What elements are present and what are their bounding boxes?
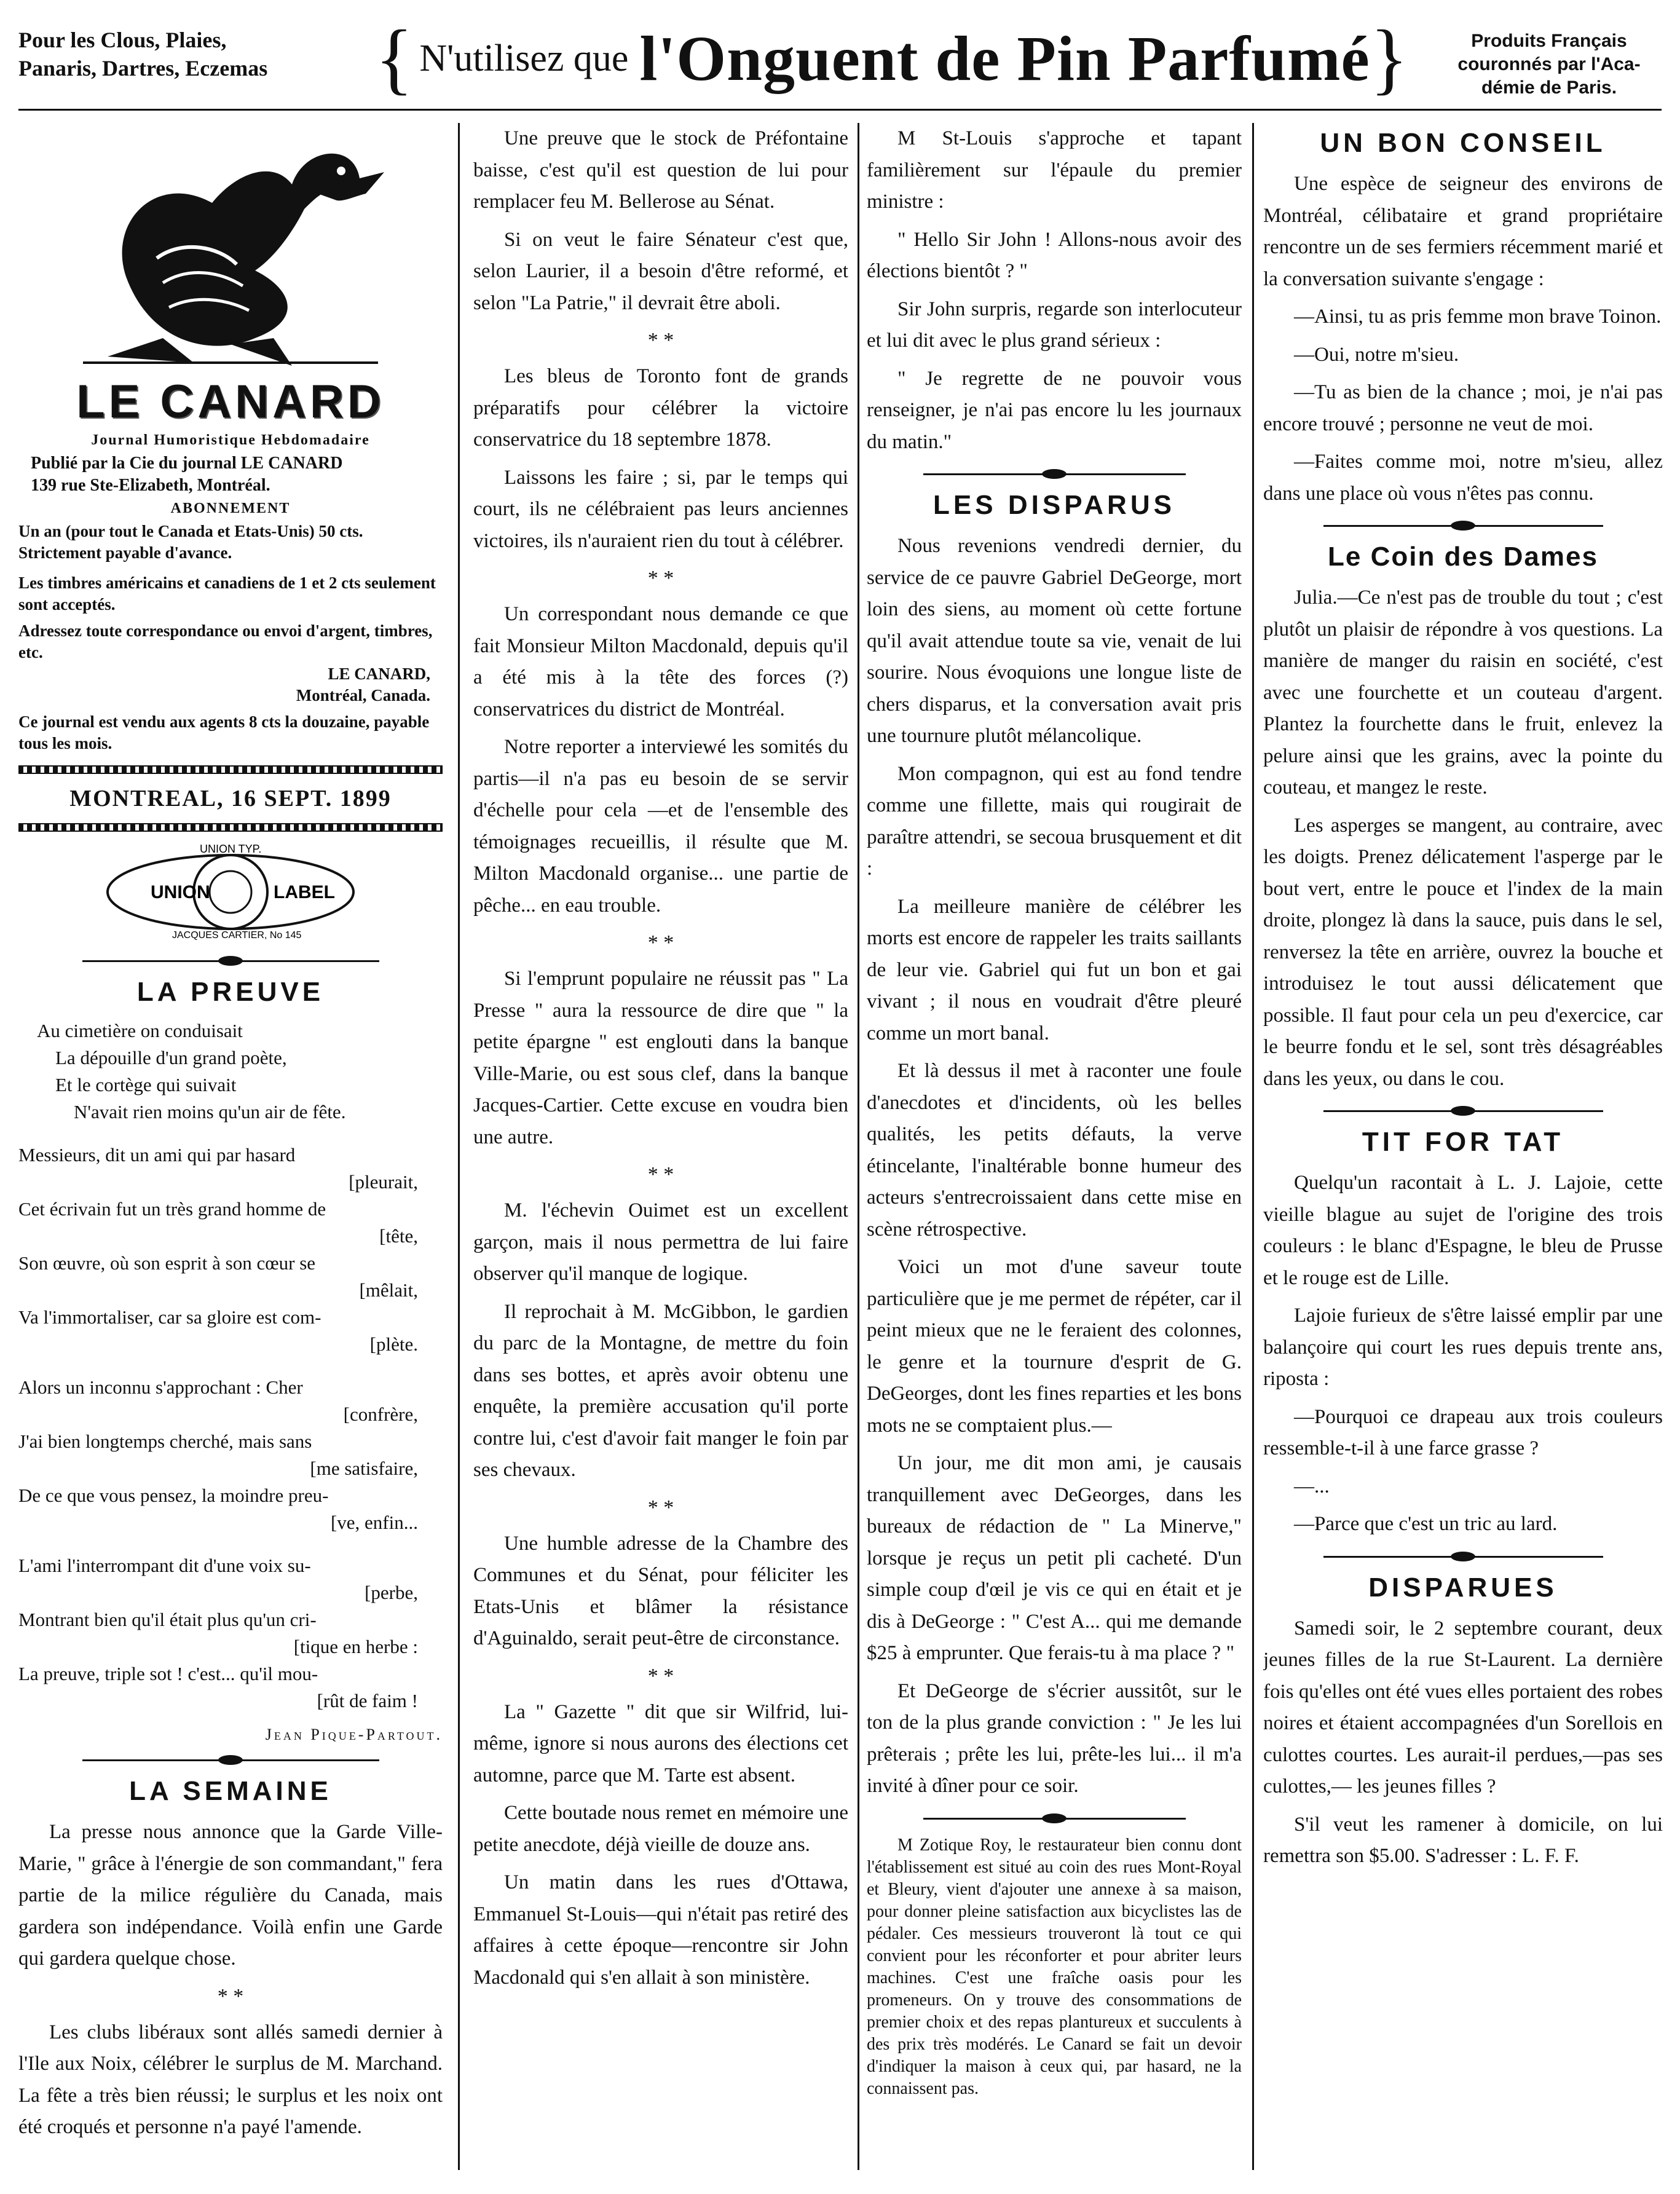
paragraph: Nous revenions vendredi dernier, du service de ce pauvre Gabriel DeGeorge, mort loin des siens, au moment où cette fortune qu'il avait attendue toute sa vie, venait de lui sourire. Nous évoquions une longue liste de chers disparus, et la conversation avait pris une tournure plutôt mélancolique. (867, 535, 1242, 747)
verse: L'ami l'interrompant dit d'une voix su- [perbe, Montrant bien qu'il était plus qu'un cri- [tique en herbe : La preuve, triple sot ! c'est... qu'il mou- [rût de faim ! (18, 1555, 418, 1711)
masthead-subtitle: Journal Humoristique Hebdomadaire (91, 432, 370, 448)
advert-banner (18, 12, 1662, 111)
section-title-conseil: UN BON CONSEIL (1320, 128, 1606, 158)
paragraph: La " Gazette " dit que sir Wilfrid, lui-même, ignore si nous aurons des élections cet automne, parce que M. Tarte est absent. (473, 1700, 848, 1786)
union-label-top: UNION TYP. (200, 843, 262, 855)
poem: Au cimetière on conduisait La dépouille d'un grand poète, Et le cortège qui suivait N'avait rien moins qu'un air de fête. (37, 1020, 346, 1123)
column-rule (858, 123, 859, 2170)
paragraph: M. l'échevin Ouimet est un excellent garçon, mais il nous permettra de lui faire observer qu'il manque de logique. (473, 1199, 848, 1285)
paragraph: Une espèce de seigneur des environs de Montréal, célibataire et grand propriétaire rencontre un de ses fermiers récemment marié et la conversation suivante s'engage : (1263, 173, 1663, 290)
column-rule (1252, 123, 1254, 2170)
dateline: MONTREAL, 16 SEPT. 1899 (69, 786, 392, 811)
divider (1323, 1103, 1603, 1118)
address-note: Adressez toute correspondance ou envoi d'argent, timbres, etc. (18, 622, 433, 661)
paragraph: Un correspondant nous demande ce que fait Monsieur Milton Macdonald, depuis qu'il a été mis à la tête des forces (?) conservatrices du district de Montréal. (473, 603, 848, 720)
column-1 (18, 123, 443, 2176)
divider (923, 1811, 1186, 1826)
paragraph: La meilleure manière de célébrer les morts est encore de rappeler les traits saillants de leur vie. Gabriel qui fut un bon et gai vivant ; il nous en voudrait d'être pleuré comme un mort banal. (867, 895, 1242, 1044)
banner-use: N'utilisez que (419, 37, 629, 79)
paragraph: Une preuve que le stock de Préfontaine baisse, c'est qu'il est question de lui pour remplacer feu M. Bellerose au Sénat. (473, 127, 848, 213)
paragraph: Si l'emprunt populaire ne réussit pas " La Presse " aura la ressource de dire que " la petite épargne " est englouti dans la banque Ville-Marie, ou est sous clef, dans la banque Jacques-Cartier. Cette excuse en voudra bien une autre. (473, 968, 848, 1148)
paragraph: Notre reporter a interviewé les somités du partis—il n'a pas eu besoin de se servir d'échelle pour cela —et de l'ensemble des témoignages recueillis, il résulte que M. Milton Macdonald organise... une partie de pêche... en eau trouble. (473, 736, 848, 917)
paragraph: Et là dessus il met à raconter une foule d'anecdotes et d'incidents, où les belles qualités, les petits défauts, la verve étincelante, l'inaltérable bonne humeur des acteurs s'entrecroissaient dans cette mise en scène rétrospective. (867, 1060, 1242, 1241)
paragraph: Laissons les faire ; si, par le temps qui court, ils ne célébraient pas leurs anciennes victoires, ils n'auraient rien du tout à célébrer. (473, 466, 848, 552)
section-title-tit-for-tat: TIT FOR TAT (1362, 1127, 1564, 1157)
divider (82, 1753, 379, 1767)
divider (18, 823, 443, 832)
paragraph: Quelqu'un racontait à L. J. Lajoie, cette vieille blague au sujet de l'origine des trois couleurs : le blanc d'Espagne, le bleu de Prusse et le rouge est de Lille. (1263, 1172, 1663, 1289)
paragraph: Il reprochait à M. McGibbon, le gardien du parc de la Montagne, de mettre du foin dans ses bottes, et après avoir obtenu une enquête, la première accusation qu'il porte contre lui, c'est d'avoir fait manger le foin par ses chevaux. (473, 1300, 848, 1481)
paragraph: Un matin dans les rues d'Ottawa, Emmanuel St-Louis—qui n'était pas retiré des affaires à cette époque—rencontre sir John Macdonald qui s'en allait à son ministère. (473, 1871, 848, 1989)
paragraph: Mon compagnon, qui est au fond tendre comme une fillette, mais qui rougirait de paraître attendri, se secoua brusquement et dit : (867, 762, 1242, 880)
union-label-right: LABEL (274, 882, 335, 902)
star-separator: * * (647, 329, 674, 352)
masthead-publisher: Publié par la Cie du journal LE CANARD 139 rue Ste-Elizabeth, Montréal. (31, 454, 343, 495)
star-separator: * * (647, 931, 674, 954)
banner-right-text: Produits Français couronnés par l'Aca- démie de Paris. (1457, 31, 1641, 98)
duck-illustration (71, 135, 390, 369)
divider (1323, 518, 1603, 533)
address: LE CANARD, Montréal, Canada. (296, 665, 430, 704)
banner-headline: { N'utilisez que l'Onguent de Pin Parfumé } (375, 14, 1409, 103)
column-2 (473, 123, 848, 2176)
section-title-disparues: DISPARUES (1368, 1572, 1558, 1603)
divider (82, 953, 379, 968)
section-title-disparus: LES DISPARUS (933, 490, 1175, 520)
star-separator: * * (217, 1984, 244, 2008)
column-rule (458, 123, 460, 2170)
paragraph: —Faites comme moi, notre m'sieu, allez dans une place où vous n'êtes pas connu. (1263, 451, 1663, 505)
paragraph: —Pourquoi ce drapeau aux trois couleurs ressemble-t-il à une farce grasse ? (1263, 1405, 1663, 1459)
banner-product: l'Onguent de Pin Parfumé (639, 23, 1370, 94)
banner-left-text: Pour les Clous, Plaies, Panaris, Dartres, Eczemas (18, 28, 268, 81)
paragraph: —Oui, notre m'sieu. (1294, 343, 1459, 366)
paragraph: Samedi soir, le 2 septembre courant, deux jeunes filles de la rue St-Laurent. La dernière fois qu'elles ont été vues elles portaient des robes noires et étaient accompagnées d'un Sorellois en culottes courtes. Les aurait-il perdues,—pas ses culottes,— les jeunes filles ? (1263, 1617, 1663, 1797)
union-label-bottom: JACQUES CARTIER, No 145 (172, 930, 302, 941)
paragraph: Les bleus de Toronto font de grands préparatifs pour célébrer la victoire conservatrice du 18 septembre 1878. (473, 365, 848, 451)
paragraph: M St-Louis s'approche et tapant familièrement sur l'épaule du premier ministre : (867, 127, 1242, 213)
star-separator: * * (647, 1664, 674, 1687)
section-title-preuve: LA PREUVE (136, 977, 325, 1007)
agents-note: Ce journal est vendu aux agents 8 cts la douzaine, payable tous les mois. (18, 712, 430, 752)
column-3 (867, 123, 1242, 2176)
paragraph: Une humble adresse de la Chambre des Communes et du Sénat, pour féliciter les Etats-Unis et blâmer la résistance d'Aguinaldo, serait peut-être de circonstance. (473, 1532, 848, 1649)
union-label-left: UNION (151, 882, 210, 902)
ad-text: M Zotique Roy, le restaurateur bien connu dont l'établissement est situé au coin des rues Mont-Royal et Bleury, vient d'ajouter une annexe à sa maison, pour donner pleine satisfaction aux bicyclistes las de pédaler. Ces messieurs trouveront là tout ce qui convient pour les réconforter et pour abriter leurs machines. C'est une fraîche oasis pour les promeneurs. On y trouve des consommations de premier choix et des repas plantureux et succulents à des prix très modérés. Le Canard se fait un devoir d'indiquer la maison à ceux qui, par hasard, ne la connaissent pas. (867, 1835, 1242, 2098)
stamps-note: Les timbres américains et canadiens de 1 et 2 cts seulement sont acceptés. (18, 574, 436, 614)
divider (923, 467, 1186, 481)
paragraph: " Je regrette de ne pouvoir vous renseigner, je n'ai pas encore lu les journaux du matin." (867, 367, 1242, 453)
divider (1323, 1549, 1603, 1564)
paragraph: Julia.—Ce n'est pas de trouble du tout ; c'est plutôt un plaisir de répondre à vos questions. La manière de manger du raisin en société, c'est avec une fourchette et un couteau d'argent. Plantez la fourchette dans le fruit, enlevez la pelure ainsi que les grains, avec la pointe du couteau, et mangez le reste. (1263, 586, 1663, 799)
divider (18, 765, 443, 774)
paragraph: Lajoie furieux de s'être laissé emplir par une balançoire qui court les rues depuis trente ans, riposta : (1263, 1304, 1663, 1390)
subscription-text: Un an (pour tout le Canada et Etats-Unis) 50 cts. Strictement payable d'avance. (18, 522, 363, 562)
paragraph: Voici un mot d'une saveur toute particulière que je me permet de répéter, car il peint mieux que ne le feraient des colonnes, le genre et la tournure d'esprit de G. DeGeorges, dont les fines reparties et les bons mots ne se comptaient plus.— (867, 1256, 1242, 1437)
advertisement (867, 1834, 1242, 2100)
star-separator: * * (647, 1496, 674, 1519)
section-title-dames: Le Coin des Dames (1328, 542, 1598, 572)
paragraph: Si on veut le faire Sénateur c'est que, selon Laurier, il a besoin d'être reformé, et selon "La Patrie," il devrait être aboli. (473, 228, 848, 314)
star-separator: * * (647, 1163, 674, 1186)
paragraph: Un jour, me dit mon ami, je causais tranquillement avec DeGeorges, dans les bureaux de rédaction de " La Minerve," lorsque je reçus un petit pli cacheté. D'un simple coup d'œil je vis ce qui en était et je dis à DeGeorge : " C'est A... qui me demande $25 à emprunter. Que ferais-tu à ma place ? " (867, 1452, 1242, 1664)
paragraph: La presse nous annonce que la Garde Ville-Marie, " grâce à l'énergie de son commandant," fera partie de la milice régulière du Canada, mais gardera son indépendance. Voilà enfin une Garde qui gardera quelque chose. (18, 1821, 443, 1970)
paragraph: Cette boutade nous remet en mémoire une petite anecdote, déjà vieille de douze ans. (473, 1802, 848, 1856)
union-label-seal (101, 843, 360, 941)
paragraph: Et DeGeorge de s'écrier aussitôt, sur le ton de la plus grande conviction : " Je les lui prêterais ; prête les lui, prête-les lui... il m'a invité à dîner pour ce soir. (867, 1679, 1242, 1797)
star-separator: * * (647, 567, 674, 590)
section-title-semaine: LA SEMAINE (129, 1776, 332, 1806)
paragraph: —... (1294, 1475, 1330, 1498)
subscription-heading: ABONNEMENT (170, 500, 291, 516)
paragraph: Sir John surpris, regarde son interlocuteur et lui dit avec le plus grand sérieux : (867, 298, 1242, 352)
poem-signature: Jean Pique-Partout. (265, 1726, 443, 1743)
paragraph: —Parce que c'est un tric au lard. (1294, 1513, 1558, 1535)
paragraph: S'il veut les ramener à domicile, on lui remettra son $5.00. S'adresser : L. F. F. (1263, 1813, 1663, 1867)
column-4 (1263, 123, 1663, 2176)
paragraph: " Hello Sir John ! Allons-nous avoir des élections bientôt ? " (867, 228, 1242, 282)
paragraph: Les clubs libéraux sont allés samedi dernier à l'Ile aux Noix, célébrer le surplus de M. Marchand. La fête a très bien réussi; le surplus et les noix ont été croqués et personne n'a payé l'amende. (18, 2021, 443, 2138)
masthead-title: LE CANARD (76, 376, 385, 428)
verse: Messieurs, dit un ami qui par hasard [pleurait, Cet écrivain fut un très grand homme de [tête, Son œuvre, où son esprit à son cœur se [mêlait, Va l'immortaliser, car sa gloire est com- [plète. (18, 1144, 418, 1355)
paragraph: Les asperges se mangent, au contraire, avec les doigts. Prenez délicatement l'asperge par le bout vert, entre le pouce et l'index de la main droite, plongez là dans la sauce, puis dans le sel, renversez la tête en arrière, ouvrez la bouche et introduisez le tout aussi délicatement que possible. Il faut pour cela un peu d'exercice, car le beurre fondu et le sel, sont très désagréables dans les yeux, ou dans le cou. (1263, 814, 1663, 1090)
paragraph: —Ainsi, tu as pris femme mon brave Toinon. (1294, 306, 1662, 328)
paragraph: —Tu as bien de la chance ; moi, je n'ai pas encore trouvé ; personne ne veut de moi. (1263, 381, 1663, 435)
verse: Alors un inconnu s'approchant : Cher [confrère, J'ai bien longtemps cherché, mais sans [me satisfaire, De ce que vous pensez, la moindre preu- [ve, enfin... (18, 1376, 418, 1533)
